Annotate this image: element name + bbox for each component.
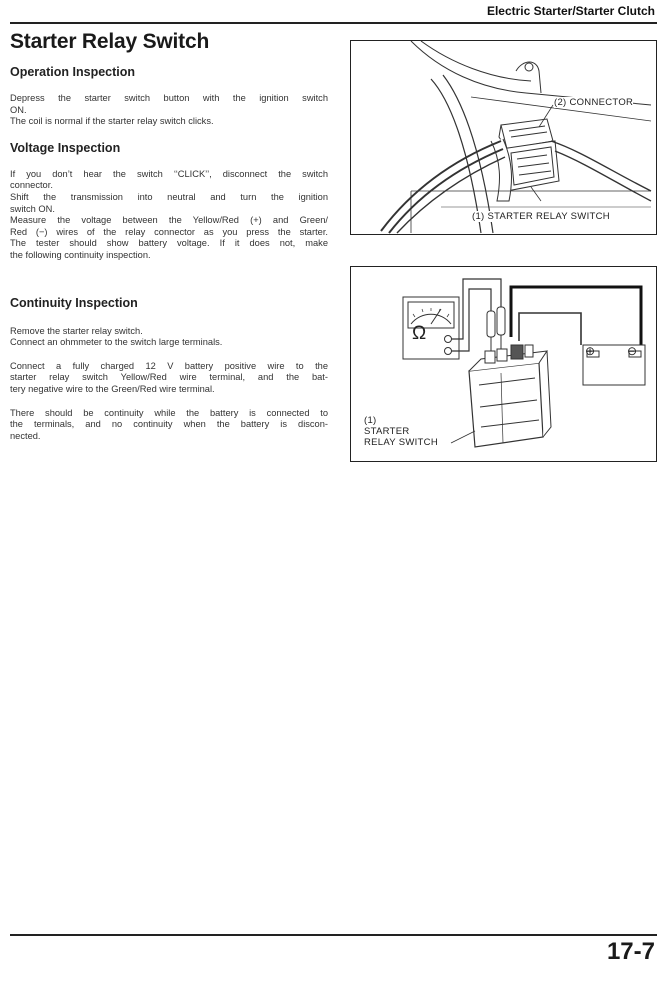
- text-line: starter relay switch Yellow/Red wire terminal, and the bat-: [10, 372, 328, 383]
- text-line: Remove the starter relay switch.: [10, 325, 143, 336]
- label-relay-number: (1): [364, 415, 377, 426]
- battery-negative-symbol: ⊖: [627, 344, 638, 358]
- text-line: Red (−) wires of the relay connector as you press the starter.: [10, 226, 328, 237]
- running-header: Electric Starter/Starter Clutch: [486, 4, 655, 18]
- text-line: Shift the transmission into neutral and turn the ignition: [10, 191, 328, 202]
- footer-rule: [10, 934, 657, 936]
- figure-relay-location: [350, 40, 657, 235]
- label-starter-relay-switch: (1) STARTER RELAY SWITCH: [472, 211, 610, 222]
- paragraph: [10, 169, 328, 262]
- text-line: switch ON.: [10, 203, 55, 214]
- section-heading-operation: Operation Inspection: [10, 65, 136, 79]
- battery-positive-symbol: ⊕: [585, 344, 596, 358]
- text-line: The coil is normal if the starter relay switch clicks.: [10, 116, 214, 127]
- header-rule: [10, 22, 657, 24]
- paragraph: [10, 93, 328, 128]
- ohmmeter-symbol: Ω: [412, 323, 427, 344]
- text-line: If you don’t hear the switch ‘‘CLICK’’, disconnect the switch: [10, 168, 328, 179]
- label-relay-line1: STARTER: [364, 426, 410, 437]
- paragraph: [10, 361, 328, 396]
- figure-continuity-test: [350, 266, 657, 462]
- text-line: Depress the starter switch button with the ignition switch: [10, 93, 328, 103]
- text-line: Connect a fully charged 12 V battery positive wire to the: [10, 360, 328, 371]
- text-line: Measure the voltage between the Yellow/Red (+) and Green/: [10, 215, 328, 226]
- section-heading-voltage: Voltage Inspection: [10, 140, 121, 155]
- text-line: the following continuity inspection.: [10, 249, 151, 260]
- text-line: The tester should show battery voltage. If it does not, make: [10, 238, 328, 249]
- text-line: the terminals, and no continuity when the battery is discon-: [10, 419, 328, 430]
- text-line: ON.: [10, 104, 27, 115]
- text-column: [10, 30, 328, 442]
- paragraph: [10, 326, 328, 349]
- label-relay-line2: RELAY SWITCH: [364, 437, 438, 448]
- page-title: Starter Relay Switch: [10, 30, 210, 53]
- relay-location-illustration: [351, 41, 656, 234]
- page-number: 17-7: [606, 938, 655, 965]
- paragraph: [10, 408, 328, 443]
- text-line: nected.: [10, 430, 41, 441]
- text-line: Connect an ohmmeter to the switch large terminals.: [10, 337, 223, 348]
- section-heading-continuity: Continuity Inspection: [10, 295, 138, 310]
- label-connector: (2) CONNECTOR: [554, 97, 634, 108]
- text-line: There should be continuity while the battery is connected to: [10, 407, 328, 418]
- text-line: connector.: [10, 180, 53, 191]
- text-line: tery negative wire to the Green/Red wire terminal.: [10, 383, 215, 394]
